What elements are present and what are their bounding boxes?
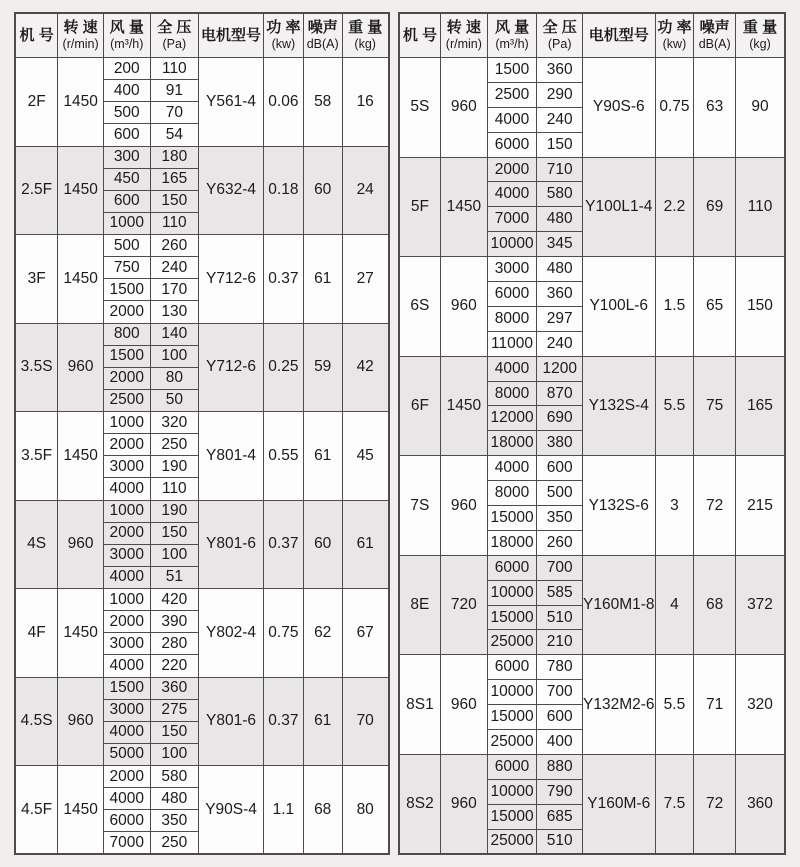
power-cell: 0.37 — [263, 500, 303, 589]
header-noise: 噪声 dB(A) — [303, 13, 342, 58]
pressure-cell: 297 — [537, 306, 583, 331]
speed-cell: 960 — [58, 323, 104, 412]
flow-cell: 25000 — [487, 829, 537, 854]
fan-spec-table-left — [14, 12, 390, 855]
flow-cell: 6000 — [487, 754, 537, 779]
speed-cell: 960 — [441, 257, 488, 357]
table-row — [15, 677, 389, 699]
flow-cell: 10000 — [487, 232, 537, 257]
table-row — [399, 655, 785, 680]
flow-cell: 10000 — [487, 680, 537, 705]
pressure-cell: 700 — [537, 555, 583, 580]
flow-cell: 1500 — [103, 677, 150, 699]
motor-cell: Y632-4 — [199, 146, 264, 235]
weight-cell: 90 — [736, 58, 786, 158]
flow-cell: 750 — [103, 257, 150, 279]
flow-cell: 2500 — [487, 82, 537, 107]
noise-cell: 60 — [303, 500, 342, 589]
flow-cell: 7000 — [103, 832, 150, 854]
flow-cell: 15000 — [487, 804, 537, 829]
pressure-cell: 100 — [150, 544, 199, 566]
pressure-cell: 480 — [537, 207, 583, 232]
flow-cell: 7000 — [487, 207, 537, 232]
pressure-cell: 420 — [150, 589, 199, 611]
noise-cell: 75 — [694, 356, 736, 456]
model-cell: 6S — [399, 257, 441, 357]
model-cell: 6F — [399, 356, 441, 456]
motor-cell: Y712-6 — [199, 323, 264, 412]
pressure-cell: 190 — [150, 500, 199, 522]
weight-cell: 372 — [736, 555, 786, 655]
table-row — [15, 323, 389, 345]
pressure-cell: 685 — [537, 804, 583, 829]
weight-cell: 215 — [736, 456, 786, 556]
header-noise: 噪声 dB(A) — [694, 13, 736, 58]
power-cell: 5.5 — [655, 655, 694, 755]
pressure-cell: 190 — [150, 456, 199, 478]
header-weight: 重 量 (kg) — [342, 13, 389, 58]
model-cell: 5S — [399, 58, 441, 158]
pressure-cell: 600 — [537, 705, 583, 730]
speed-cell: 1450 — [58, 146, 104, 235]
flow-cell: 11000 — [487, 331, 537, 356]
motor-cell: Y90S-4 — [199, 766, 264, 855]
flow-cell: 4000 — [487, 456, 537, 481]
model-cell: 8S2 — [399, 754, 441, 854]
flow-cell: 600 — [103, 190, 150, 212]
motor-cell: Y801-4 — [199, 412, 264, 501]
noise-cell: 61 — [303, 412, 342, 501]
flow-cell: 5000 — [103, 743, 150, 765]
pressure-cell: 150 — [150, 190, 199, 212]
power-cell: 3 — [655, 456, 694, 556]
header-row — [399, 13, 785, 58]
weight-cell: 67 — [342, 589, 389, 678]
weight-cell: 360 — [736, 754, 786, 854]
table-row — [15, 235, 389, 257]
weight-cell: 80 — [342, 766, 389, 855]
speed-cell: 960 — [58, 500, 104, 589]
pressure-cell: 80 — [150, 367, 199, 389]
pressure-cell: 360 — [537, 58, 583, 83]
flow-cell: 4000 — [487, 356, 537, 381]
pressure-cell: 790 — [537, 779, 583, 804]
pressure-cell: 320 — [150, 412, 199, 434]
power-cell: 0.25 — [263, 323, 303, 412]
weight-cell: 24 — [342, 146, 389, 235]
pressure-cell: 250 — [150, 434, 199, 456]
table-row — [15, 58, 389, 80]
motor-cell: Y132S-4 — [583, 356, 656, 456]
pressure-cell: 780 — [537, 655, 583, 680]
pressure-cell: 180 — [150, 146, 199, 168]
pressure-cell: 350 — [150, 810, 199, 832]
flow-cell: 1000 — [103, 589, 150, 611]
table-row — [399, 157, 785, 182]
speed-cell: 1450 — [58, 412, 104, 501]
noise-cell: 72 — [694, 456, 736, 556]
model-cell: 8E — [399, 555, 441, 655]
flow-cell: 3000 — [487, 257, 537, 282]
pressure-cell: 870 — [537, 381, 583, 406]
noise-cell: 62 — [303, 589, 342, 678]
table-row — [15, 412, 389, 434]
power-cell: 0.37 — [263, 677, 303, 766]
flow-cell: 6000 — [103, 810, 150, 832]
weight-cell: 150 — [736, 257, 786, 357]
pressure-cell: 600 — [537, 456, 583, 481]
model-cell: 8S1 — [399, 655, 441, 755]
pressure-cell: 690 — [537, 406, 583, 431]
noise-cell: 68 — [303, 766, 342, 855]
flow-cell: 3000 — [103, 633, 150, 655]
pressure-cell: 100 — [150, 345, 199, 367]
speed-cell: 1450 — [58, 58, 104, 147]
motor-cell: Y132S-6 — [583, 456, 656, 556]
flow-cell: 1500 — [103, 279, 150, 301]
model-cell: 4F — [15, 589, 58, 678]
fan-spec-table-right — [398, 12, 786, 855]
header-speed: 转 速 (r/min) — [441, 13, 488, 58]
flow-cell: 25000 — [487, 630, 537, 655]
flow-cell: 8000 — [487, 306, 537, 331]
pressure-cell: 480 — [537, 257, 583, 282]
pressure-cell: 110 — [150, 478, 199, 500]
weight-cell: 16 — [342, 58, 389, 147]
pressure-cell: 580 — [537, 182, 583, 207]
flow-cell: 450 — [103, 168, 150, 190]
table-row — [399, 555, 785, 580]
speed-cell: 1450 — [58, 766, 104, 855]
noise-cell: 71 — [694, 655, 736, 755]
flow-cell: 4000 — [103, 655, 150, 677]
motor-cell: Y801-6 — [199, 500, 264, 589]
flow-cell: 12000 — [487, 406, 537, 431]
weight-cell: 165 — [736, 356, 786, 456]
flow-cell: 600 — [103, 124, 150, 146]
speed-cell: 720 — [441, 555, 488, 655]
motor-cell: Y90S-6 — [583, 58, 656, 158]
power-cell: 0.75 — [655, 58, 694, 158]
flow-cell: 15000 — [487, 605, 537, 630]
header-motor: 电机型号 — [583, 13, 656, 58]
pressure-cell: 360 — [150, 677, 199, 699]
weight-cell: 27 — [342, 235, 389, 324]
model-cell: 3.5S — [15, 323, 58, 412]
motor-cell: Y100L1-4 — [583, 157, 656, 257]
pressure-cell: 240 — [537, 331, 583, 356]
power-cell: 1.5 — [655, 257, 694, 357]
speed-cell: 1450 — [58, 235, 104, 324]
header-speed: 转 速 (r/min) — [58, 13, 104, 58]
pressure-cell: 585 — [537, 580, 583, 605]
table-row — [399, 58, 785, 83]
power-cell: 0.06 — [263, 58, 303, 147]
flow-cell: 3000 — [103, 456, 150, 478]
pressure-cell: 260 — [537, 530, 583, 555]
flow-cell: 6000 — [487, 282, 537, 307]
noise-cell: 65 — [694, 257, 736, 357]
pressure-cell: 54 — [150, 124, 199, 146]
power-cell: 0.37 — [263, 235, 303, 324]
flow-cell: 4000 — [487, 107, 537, 132]
model-cell: 7S — [399, 456, 441, 556]
pressure-cell: 580 — [150, 766, 199, 788]
weight-cell: 42 — [342, 323, 389, 412]
model-cell: 2F — [15, 58, 58, 147]
flow-cell: 1500 — [487, 58, 537, 83]
flow-cell: 2000 — [103, 522, 150, 544]
flow-cell: 4000 — [487, 182, 537, 207]
flow-cell: 2000 — [103, 301, 150, 323]
pressure-cell: 130 — [150, 301, 199, 323]
flow-cell: 3000 — [103, 544, 150, 566]
speed-cell: 960 — [441, 456, 488, 556]
weight-cell: 61 — [342, 500, 389, 589]
pressure-cell: 480 — [150, 788, 199, 810]
power-cell: 0.18 — [263, 146, 303, 235]
pressure-cell: 140 — [150, 323, 199, 345]
pressure-cell: 260 — [150, 235, 199, 257]
speed-cell: 1450 — [441, 157, 488, 257]
flow-cell: 6000 — [487, 655, 537, 680]
flow-cell: 300 — [103, 146, 150, 168]
noise-cell: 68 — [694, 555, 736, 655]
speed-cell: 960 — [441, 58, 488, 158]
pressure-cell: 390 — [150, 611, 199, 633]
motor-cell: Y801-6 — [199, 677, 264, 766]
flow-cell: 1000 — [103, 212, 150, 234]
flow-cell: 1000 — [103, 500, 150, 522]
weight-cell: 70 — [342, 677, 389, 766]
pressure-cell: 1200 — [537, 356, 583, 381]
pressure-cell: 165 — [150, 168, 199, 190]
weight-cell: 320 — [736, 655, 786, 755]
flow-cell: 500 — [103, 235, 150, 257]
pressure-cell: 220 — [150, 655, 199, 677]
flow-cell: 4000 — [103, 566, 150, 588]
flow-cell: 10000 — [487, 580, 537, 605]
pressure-cell: 290 — [537, 82, 583, 107]
noise-cell: 72 — [694, 754, 736, 854]
power-cell: 0.55 — [263, 412, 303, 501]
pressure-cell: 700 — [537, 680, 583, 705]
model-cell: 3.5F — [15, 412, 58, 501]
table-row — [399, 754, 785, 779]
pressure-cell: 380 — [537, 431, 583, 456]
pressure-cell: 50 — [150, 389, 199, 411]
flow-cell: 2000 — [487, 157, 537, 182]
table-row — [399, 456, 785, 481]
pressure-cell: 710 — [537, 157, 583, 182]
pressure-cell: 250 — [150, 832, 199, 854]
model-cell: 5F — [399, 157, 441, 257]
pressure-cell: 280 — [150, 633, 199, 655]
motor-cell: Y132M2-6 — [583, 655, 656, 755]
flow-cell: 2500 — [103, 389, 150, 411]
noise-cell: 69 — [694, 157, 736, 257]
pressure-cell: 100 — [150, 743, 199, 765]
motor-cell: Y160M1-8 — [583, 555, 656, 655]
model-cell: 4.5F — [15, 766, 58, 855]
table-row — [399, 356, 785, 381]
flow-cell: 2000 — [103, 766, 150, 788]
pressure-cell: 275 — [150, 699, 199, 721]
power-cell: 7.5 — [655, 754, 694, 854]
power-cell: 4 — [655, 555, 694, 655]
model-cell: 4S — [15, 500, 58, 589]
header-flow: 风 量 (m³/h) — [103, 13, 150, 58]
motor-cell: Y100L-6 — [583, 257, 656, 357]
header-motor: 电机型号 — [199, 13, 264, 58]
pressure-cell: 510 — [537, 605, 583, 630]
table-row — [399, 257, 785, 282]
speed-cell: 960 — [441, 754, 488, 854]
speed-cell: 960 — [58, 677, 104, 766]
pressure-cell: 110 — [150, 212, 199, 234]
flow-cell: 3000 — [103, 699, 150, 721]
flow-cell: 4000 — [103, 788, 150, 810]
pressure-cell: 345 — [537, 232, 583, 257]
model-cell: 4.5S — [15, 677, 58, 766]
flow-cell: 4000 — [103, 721, 150, 743]
flow-cell: 6000 — [487, 555, 537, 580]
header-model: 机 号 — [399, 13, 441, 58]
flow-cell: 15000 — [487, 506, 537, 531]
weight-cell: 110 — [736, 157, 786, 257]
header-power: 功 率 (kw) — [655, 13, 694, 58]
pressure-cell: 150 — [150, 721, 199, 743]
flow-cell: 400 — [103, 80, 150, 102]
speed-cell: 1450 — [58, 589, 104, 678]
flow-cell: 2000 — [103, 611, 150, 633]
power-cell: 2.2 — [655, 157, 694, 257]
flow-cell: 4000 — [103, 478, 150, 500]
header-model: 机 号 — [15, 13, 58, 58]
pressure-cell: 400 — [537, 730, 583, 755]
pressure-cell: 350 — [537, 506, 583, 531]
speed-cell: 960 — [441, 655, 488, 755]
flow-cell: 18000 — [487, 431, 537, 456]
flow-cell: 500 — [103, 102, 150, 124]
flow-cell: 18000 — [487, 530, 537, 555]
pressure-cell: 240 — [537, 107, 583, 132]
header-flow: 风 量 (m³/h) — [487, 13, 537, 58]
noise-cell: 61 — [303, 677, 342, 766]
flow-cell: 800 — [103, 323, 150, 345]
header-weight: 重 量 (kg) — [736, 13, 786, 58]
motor-cell: Y561-4 — [199, 58, 264, 147]
noise-cell: 58 — [303, 58, 342, 147]
table-row — [15, 146, 389, 168]
pressure-cell: 70 — [150, 102, 199, 124]
flow-cell: 2000 — [103, 434, 150, 456]
pressure-cell: 51 — [150, 566, 199, 588]
pressure-cell: 500 — [537, 481, 583, 506]
pressure-cell: 91 — [150, 80, 199, 102]
table-row — [15, 500, 389, 522]
header-pressure: 全 压 (Pa) — [150, 13, 199, 58]
motor-cell: Y712-6 — [199, 235, 264, 324]
pressure-cell: 880 — [537, 754, 583, 779]
weight-cell: 45 — [342, 412, 389, 501]
header-power: 功 率 (kw) — [263, 13, 303, 58]
power-cell: 0.75 — [263, 589, 303, 678]
flow-cell: 2000 — [103, 367, 150, 389]
flow-cell: 1000 — [103, 412, 150, 434]
noise-cell: 61 — [303, 235, 342, 324]
noise-cell: 59 — [303, 323, 342, 412]
flow-cell: 1500 — [103, 345, 150, 367]
noise-cell: 63 — [694, 58, 736, 158]
motor-cell: Y160M-6 — [583, 754, 656, 854]
table-row — [15, 589, 389, 611]
noise-cell: 60 — [303, 146, 342, 235]
pressure-cell: 210 — [537, 630, 583, 655]
model-cell: 2.5F — [15, 146, 58, 235]
pressure-cell: 110 — [150, 58, 199, 80]
pressure-cell: 150 — [537, 132, 583, 157]
pressure-cell: 170 — [150, 279, 199, 301]
speed-cell: 1450 — [441, 356, 488, 456]
header-pressure: 全 压 (Pa) — [537, 13, 583, 58]
flow-cell: 10000 — [487, 779, 537, 804]
power-cell: 5.5 — [655, 356, 694, 456]
pressure-cell: 510 — [537, 829, 583, 854]
header-row — [15, 13, 389, 58]
table-row — [15, 766, 389, 788]
motor-cell: Y802-4 — [199, 589, 264, 678]
pressure-cell: 150 — [150, 522, 199, 544]
flow-cell: 6000 — [487, 132, 537, 157]
flow-cell: 200 — [103, 58, 150, 80]
flow-cell: 25000 — [487, 730, 537, 755]
flow-cell: 15000 — [487, 705, 537, 730]
flow-cell: 8000 — [487, 481, 537, 506]
power-cell: 1.1 — [263, 766, 303, 855]
model-cell: 3F — [15, 235, 58, 324]
pressure-cell: 240 — [150, 257, 199, 279]
flow-cell: 8000 — [487, 381, 537, 406]
pressure-cell: 360 — [537, 282, 583, 307]
